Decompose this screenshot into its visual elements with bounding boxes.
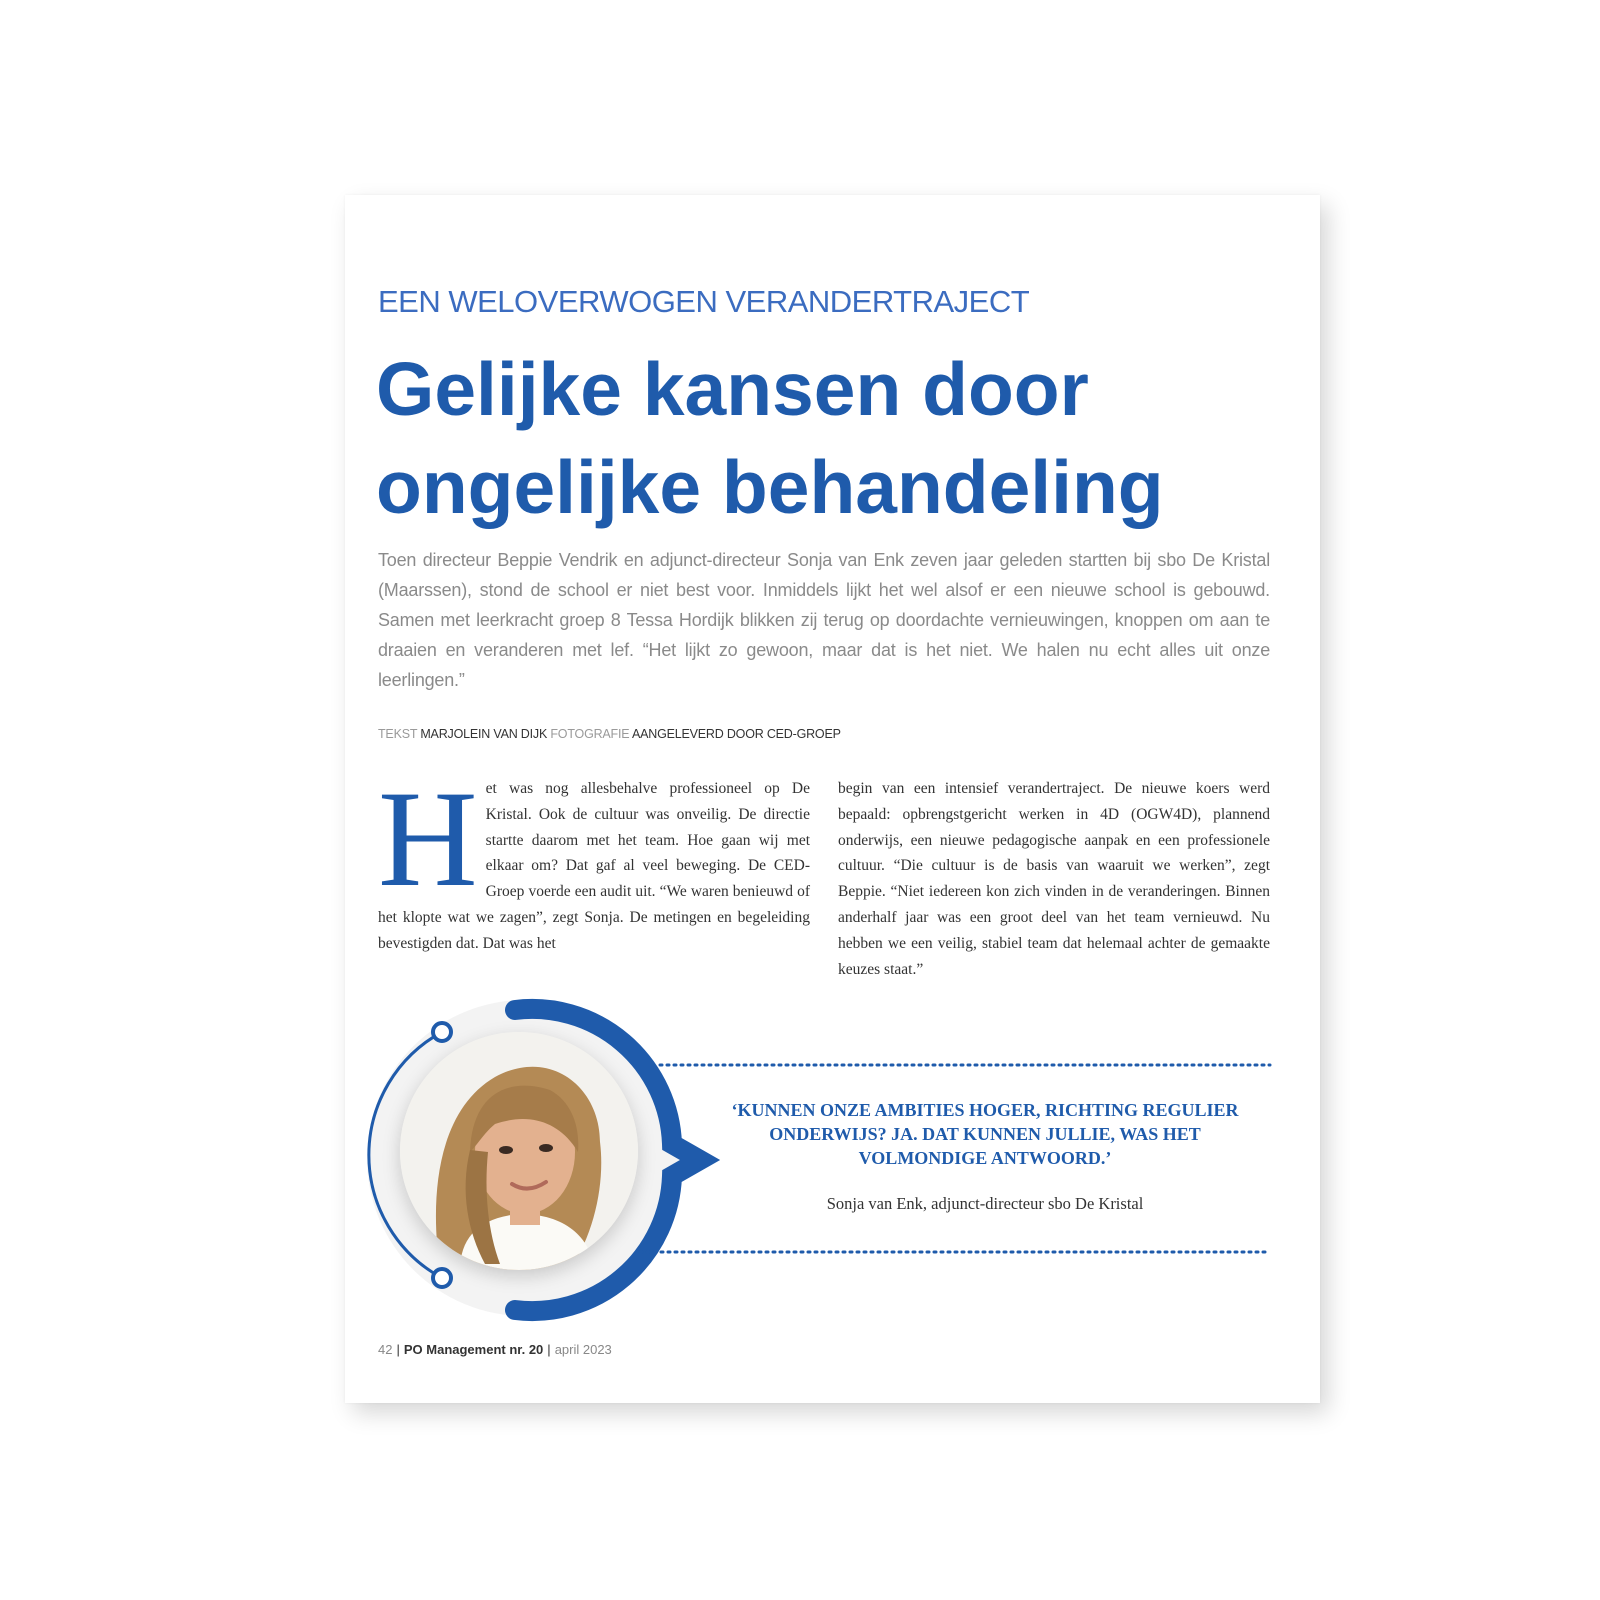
- page-footer: [378, 1342, 612, 1357]
- body-column-right: begin van een intensief verandertraject. De nieuwe koers werd bepaald: opbrengstgericht werken in 4D (OGW4D), plannend onderwijs, een nieuwe pedagogische aanpak en een professionele cultuur. “Die cultuur is de basis van waaruit we werken”, zegt Beppie. “Niet iedereen kon zich vinden in de veranderingen. Binnen anderhalf jaar was een groot deel van het team vernieuwd. Nu hebben we een veilig, stabiel team dat helemaal achter de gemaakte keuzes staat.”: [838, 780, 1270, 978]
- footer-date: april 2023: [554, 1342, 612, 1357]
- footer-separator-1: |: [396, 1342, 400, 1357]
- drop-cap: H: [378, 762, 478, 915]
- article-intro: Toen directeur Beppie Vendrik en adjunct-directeur Sonja van Enk zeven jaar geleden startten bij sbo De Kristal (Maarssen), stond de school er niet best voor. Inmiddels lijkt het wel alsof er een nieuwe school is gebouwd. Samen met leerkracht groep 8 Tessa Hordijk blikken zij terug op doordachte vernieuwingen, knoppen om aan te draaien en veranderen met lef. “Het lijkt zo gewoon, maar dat is het niet. We halen nu echt alles uit onze leerlingen.”: [378, 550, 1270, 690]
- arc-node-bottom-icon: [433, 1269, 451, 1287]
- arc-node-top-icon: [433, 1023, 451, 1041]
- body-left-text: et was nog allesbehalve professioneel op De Kristal. Ook de cultuur was onveilig. De directie startte daarom met het team. Hoe gaan wij met elkaar om? Dat gaf al veel beweging. De CED-Groep voerde een audit uit. “We waren benieuwd of het klopte wat we zagen”, zegt Sonja. De metingen en begeleiding bevestigden dat. Dat was het: [378, 780, 810, 952]
- quote-author: Sonja van Enk, adjunct-directeur sbo De Kristal: [826, 1194, 1144, 1213]
- credits-text-label: TEKST: [378, 727, 418, 741]
- footer-page-number: 42: [378, 1342, 393, 1357]
- credits-photo-label: FOTOGRAFIE: [550, 727, 630, 741]
- footer-magazine: PO Management nr. 20: [403, 1342, 544, 1357]
- credits-text-value: MARJOLEIN VAN DIJK: [420, 727, 548, 741]
- portrait-illustration: [400, 1032, 638, 1270]
- article-kicker: EEN WELOVERWOGEN VERANDERTRAJECT: [378, 284, 1030, 319]
- headline-line-2: ongelijke behandeling: [376, 445, 1164, 529]
- credits-photo-value: AANGELEVERD DOOR CED-GROEP: [632, 727, 841, 741]
- headline-line-1: Gelijke kansen door: [376, 347, 1089, 431]
- woman-portrait-photo: [400, 1032, 638, 1270]
- footer-separator-2: |: [547, 1342, 551, 1357]
- pull-quote: ‘KUNNEN ONZE AMBITIES HOGER, RICHTING REGULIER ONDERWIJS? JA. DAT KUNNEN JULLIE, WAS HET VOLMONDIGE ANTWOORD.’: [731, 1100, 1239, 1168]
